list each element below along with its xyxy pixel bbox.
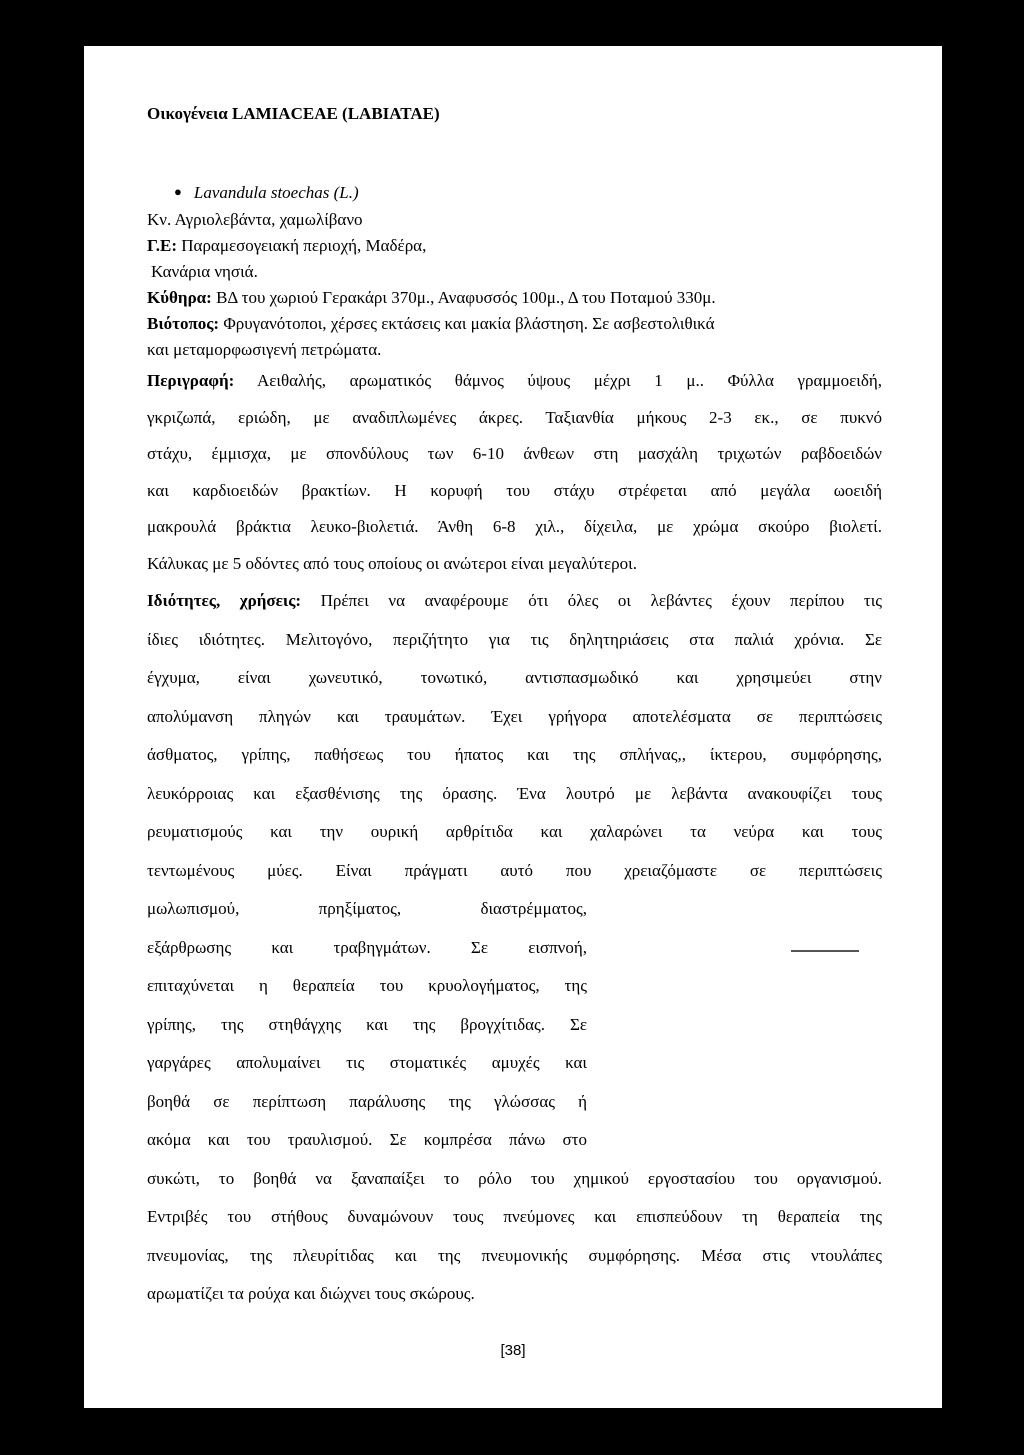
habitat-text: Φρυγανότοποι, χέρσες εκτάσεις και μακία βλάστηση. Σε ασβεστολιθικά <box>219 314 715 333</box>
species-name: Lavandula stoechas (L.) <box>193 183 359 202</box>
properties-line: Εντριβές του στήθους δυναμώνουν τους πνεύμονες και επισπεύδουν τη θεραπεία της <box>147 1207 882 1226</box>
properties-line: γαργάρες απολυμαίνει τις στοματικές αμυχές και <box>147 1053 587 1072</box>
properties-line: πνευμονίας, της πλευρίτιδας και της πνευμονικής συμφόρησης. Μέσα στις ντουλάπες <box>147 1245 882 1265</box>
properties-line: ίδιες ιδιότητες. Μελιτογόνο, περιζήτητο για τις δηλητηριάσεις στα παλιά χρόνια. Σε <box>147 629 882 649</box>
kythira-text: ΒΔ του χωριού Γερακάρι 370μ., Αναφυσσός 100μ., Δ του Ποταμού 330μ. <box>211 288 716 307</box>
properties-line: βοηθά σε περίπτωση παράλυσης της γλώσσας ή <box>147 1091 587 1111</box>
kythira-label: Κύθηρα: <box>147 288 212 307</box>
common-names: Κν. Αγριολεβάντα, χαμωλίβανο <box>147 210 363 229</box>
distribution-label: Γ.Ε: <box>147 236 178 255</box>
properties-line: συκώτι, το βοηθά να ξαναπαίξει το ρόλο του χημικού εργοστασίου του οργανισμού. <box>147 1168 882 1188</box>
properties-line: εξάρθρωσης και τραβηγμάτων. Σε εισπνοή, <box>147 937 587 957</box>
properties-line: ακόμα και του τραυλισμού. Σε κομπρέσα πάνω στο <box>147 1130 587 1149</box>
properties-line: έγχυμα, είναι χωνευτικό, τονωτικό, αντισπασμωδικό και χρησιμεύει στην <box>147 668 882 687</box>
properties-line: αρωματίζει τα ρούχα και διώχνει τους σκώρους. <box>147 1284 475 1303</box>
bullet-icon: ● <box>174 184 182 199</box>
habitat-label: Βιότοπος: <box>147 314 220 333</box>
info-block <box>147 207 882 363</box>
properties-line: άσθματος, γρίπης, παθήσεως του ήπατος και της σπλήνας,, ίκτερου, συμφόρησης, <box>147 745 882 764</box>
properties-line: μωλωπισμού, πρηξίματος, διαστρέμματος, <box>147 899 587 918</box>
habitat-cont: και μεταμορφωσιγενή πετρώματα. <box>147 340 382 359</box>
properties-line: επιταχύνεται η θεραπεία του κρυολογήματος, της <box>147 976 587 995</box>
properties-line: γρίπης, της στηθάγχης και της βρογχίτιδας. Σε <box>147 1014 587 1034</box>
description-line: γκριζωπά, εριώδη, με αναδιπλωμένες άκρες. Ταξιανθία μήκους 2-3 εκ., σε πυκνό <box>147 407 882 427</box>
description-label: Περιγραφή: <box>147 371 235 390</box>
distribution-text: Παραμεσογειακή περιοχή, Μαδέρα, <box>177 236 427 255</box>
description-line: Κάλυκας με 5 οδόντες από τους οποίους οι ανώτεροι είναι μεγαλύτεροι. <box>147 553 637 573</box>
properties-label: Ιδιότητες, χρήσεις: <box>147 591 302 610</box>
page-number: [38] <box>500 1342 526 1359</box>
properties-line: απολύμανση πληγών και τραυμάτων. Έχει γρήγορα αποτελέσματα σε περιπτώσεις <box>147 706 882 726</box>
distribution-cont: Κανάρια νησιά. <box>151 262 258 281</box>
properties-line: ρευματισμούς και την ουρική αρθρίτιδα και χαλαρώνει τα νεύρα και τους <box>147 822 882 841</box>
distribution-line <box>147 233 882 259</box>
description-line: στάχυ, έμμισχα, με σπονδύλους των 6-10 άνθεων στη μασχάλη τριχωτών ραβδοειδών <box>147 444 882 463</box>
properties-line: τεντωμένους μύες. Είναι πράγματι αυτό που χρειαζόμαστε σε περιπτώσεις <box>147 860 882 880</box>
dash-mark <box>791 950 859 952</box>
description-line: μακρουλά βράκτια λευκο-βιολετιά. Άνθη 6-8 χιλ., δίχειλα, με χρώμα σκούρο βιολετί. <box>147 517 882 536</box>
species-line <box>174 180 882 207</box>
description-block <box>147 363 882 582</box>
description-line: Περιγραφή: Αειθαλής, αρωματικός θάμνος ύψους μέχρι 1 μ.. Φύλλα γραμμοειδή, <box>147 371 882 390</box>
properties-line: Ιδιότητες, χρήσεις: Πρέπει να αναφέρουμε ότι όλες οι λεβάντες έχουν περίπου τις <box>147 591 882 610</box>
properties-line: λευκόρροιας και εξασθένισης της όρασης. Ένα λουτρό με λεβάντα ανακουφίζει τους <box>147 783 882 803</box>
properties-block <box>147 582 882 1314</box>
habitat-line <box>147 311 882 337</box>
document-page <box>84 46 942 1408</box>
family-title: Οικογένεια LAMIACEAE (LABIATAE) <box>147 104 440 123</box>
kythira-line <box>147 285 882 311</box>
description-line: και καρδιοειδών βρακτίων. Η κορυφή του στάχυ στρέφεται από μεγάλα ωοειδή <box>147 480 882 500</box>
